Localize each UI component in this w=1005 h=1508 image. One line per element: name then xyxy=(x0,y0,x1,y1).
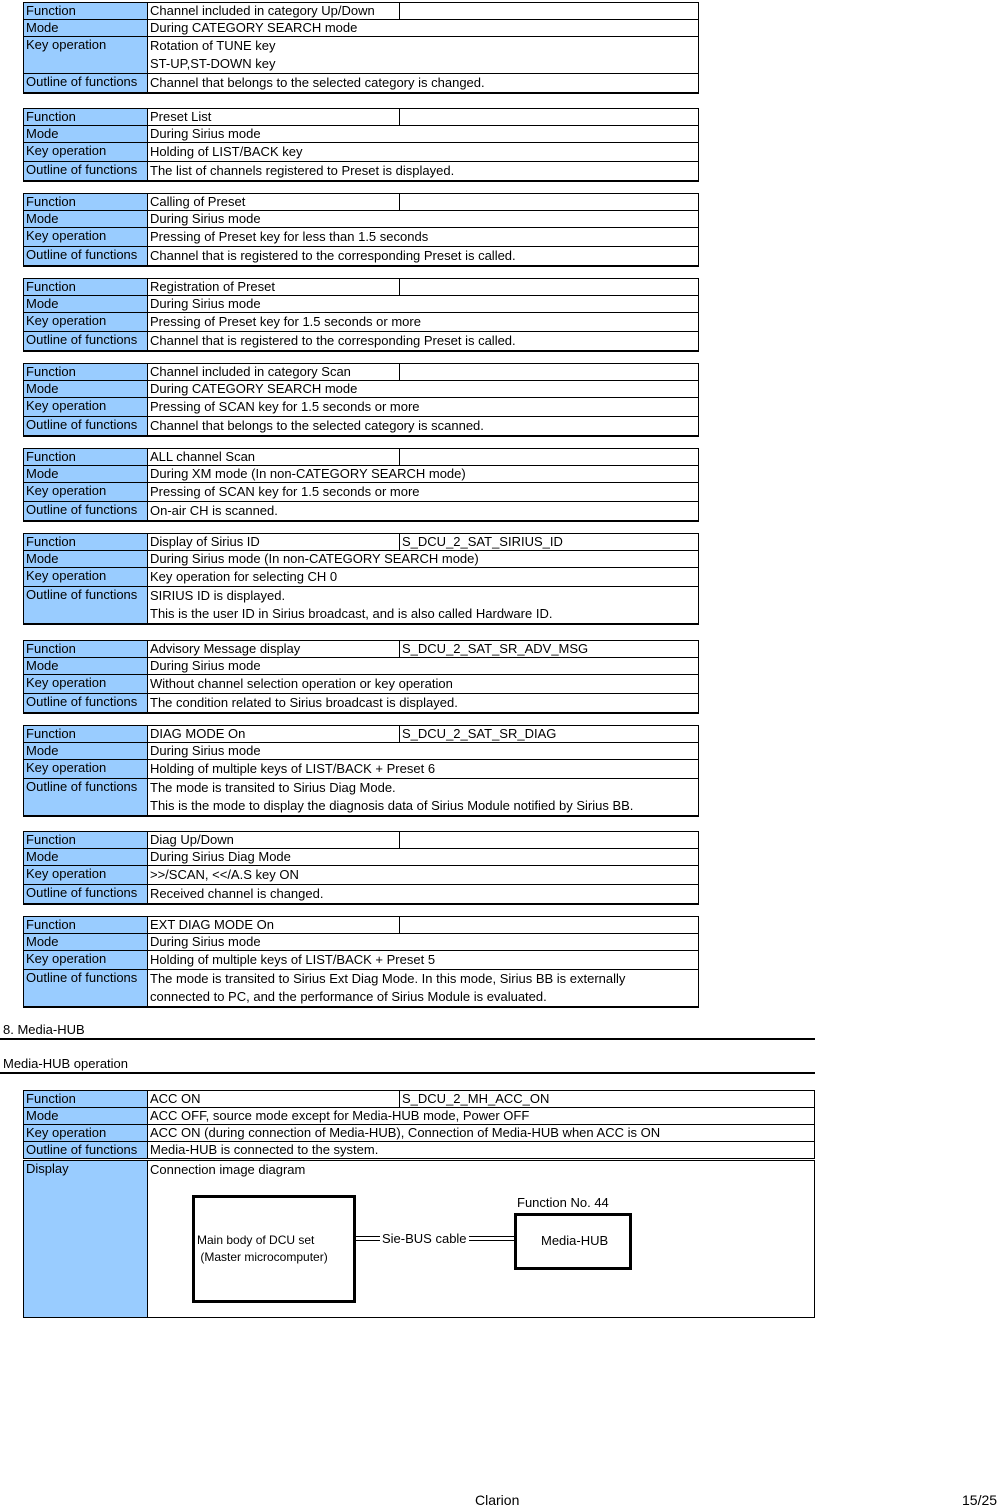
display-label: Display xyxy=(24,1160,148,1318)
function-code: S_DCU_2_MH_ACC_ON xyxy=(400,1091,815,1108)
outline-line: This is the user ID in Sirius broadcast, and is also called Hardware ID. xyxy=(150,606,553,621)
function-spec-table xyxy=(23,533,699,625)
mode-value: During CATEGORY SEARCH mode xyxy=(148,381,699,398)
key-operation-label: Key operation xyxy=(24,951,148,970)
key-operation-line: Pressing of Preset key for less than 1.5 seconds xyxy=(150,229,429,244)
key-operation-label: Key operation xyxy=(24,866,148,885)
outline-label: Outline of functions xyxy=(24,417,148,437)
outline-line: The mode is transited to Sirius Ext Diag Mode. In this mode, Sirius BB is externally xyxy=(150,971,626,986)
key-operation-label: Key operation xyxy=(24,568,148,587)
key-operation-line: >>/SCAN, <</A.S key ON xyxy=(150,867,299,882)
key-operation-label: Key operation xyxy=(24,675,148,694)
outline-label: Outline of functions xyxy=(24,332,148,352)
dcu-main-body-line2: (Master microcomputer) xyxy=(197,1250,328,1264)
function-value: Channel included in category Scan xyxy=(148,364,400,381)
key-operation-line: Pressing of Preset key for 1.5 seconds or more xyxy=(150,314,421,329)
mode-label: Mode xyxy=(24,551,148,568)
function-value: Channel included in category Up/Down xyxy=(148,3,400,20)
function-value: Calling of Preset xyxy=(148,194,400,211)
outline-value xyxy=(148,417,699,437)
function-spec-table xyxy=(23,108,699,182)
outline-line: The condition related to Sirius broadcast is displayed. xyxy=(150,695,458,710)
connection-diagram xyxy=(148,1161,814,1317)
key-operation-line: Holding of multiple keys of LIST/BACK + Preset 6 xyxy=(150,761,436,776)
function-label: Function xyxy=(24,1091,148,1108)
key-operation-value xyxy=(148,37,699,74)
function-spec-table xyxy=(23,916,699,1008)
function-label: Function xyxy=(24,641,148,658)
key-operation-line: Holding of multiple keys of LIST/BACK + Preset 5 xyxy=(150,952,436,967)
outline-value xyxy=(148,970,699,1008)
mode-label: Mode xyxy=(24,20,148,37)
key-operation-label: Key operation xyxy=(24,313,148,332)
function-code xyxy=(400,449,699,466)
function-label: Function xyxy=(24,279,148,296)
function-code xyxy=(400,194,699,211)
outline-line: On-air CH is scanned. xyxy=(150,503,278,518)
function-label: Function xyxy=(24,534,148,551)
subsection-rule xyxy=(0,1072,815,1074)
outline-label: Outline of functions xyxy=(24,587,148,625)
function-spec-table xyxy=(23,2,699,94)
mode-label: Mode xyxy=(24,1108,148,1125)
function-code xyxy=(400,279,699,296)
key-operation-value: ACC ON (during connection of Media-HUB), Connection of Media-HUB when ACC is ON xyxy=(148,1125,815,1142)
mode-value: During XM mode (In non-CATEGORY SEARCH mode) xyxy=(148,466,699,483)
mode-label: Mode xyxy=(24,296,148,313)
outline-value xyxy=(148,332,699,352)
display-cell xyxy=(148,1160,815,1318)
outline-label: Outline of functions xyxy=(24,247,148,267)
function-value: Registration of Preset xyxy=(148,279,400,296)
function-code xyxy=(400,832,699,849)
mode-label: Mode xyxy=(24,466,148,483)
function-code xyxy=(400,109,699,126)
outline-label: Outline of functions xyxy=(24,162,148,182)
outline-label: Outline of functions xyxy=(24,885,148,905)
key-operation-line: ST-UP,ST-DOWN key xyxy=(150,56,276,71)
key-operation-line: Holding of LIST/BACK key xyxy=(150,144,303,159)
key-operation-label: Key operation xyxy=(24,760,148,779)
key-operation-line: Without channel selection operation or key operation xyxy=(150,676,453,691)
mode-value: During Sirius mode xyxy=(148,658,699,675)
media-hub-label: Media-HUB xyxy=(541,1233,609,1248)
key-operation-value xyxy=(148,760,699,779)
key-operation-value xyxy=(148,568,699,587)
section-heading: 8. Media-HUB xyxy=(3,1022,85,1037)
key-operation-label: Key operation xyxy=(24,483,148,502)
outline-value xyxy=(148,779,699,817)
function-label: Function xyxy=(24,832,148,849)
outline-value xyxy=(148,694,699,714)
function-spec-table xyxy=(23,725,699,817)
section-rule xyxy=(0,1038,815,1040)
function-spec-table xyxy=(23,278,699,352)
mode-value: During Sirius mode (In non-CATEGORY SEARCH mode) xyxy=(148,551,699,568)
function-value: Advisory Message display xyxy=(148,641,400,658)
function-spec-table xyxy=(23,640,699,714)
dcu-main-body-label xyxy=(197,1232,328,1266)
function-label: Function xyxy=(24,917,148,934)
key-operation-label: Key operation xyxy=(24,143,148,162)
outline-value xyxy=(148,502,699,522)
key-operation-label: Key operation xyxy=(24,1125,148,1142)
footer-company: Clarion xyxy=(475,1492,520,1508)
mode-label: Mode xyxy=(24,126,148,143)
function-label: Function xyxy=(24,194,148,211)
outline-line: connected to PC, and the performance of Sirius Module is evaluated. xyxy=(150,989,547,1004)
dcu-main-body-box xyxy=(192,1195,356,1303)
outline-line: The mode is transited to Sirius Diag Mode. xyxy=(150,780,396,795)
diagram-title: Connection image diagram xyxy=(150,1162,306,1177)
mode-value: During Sirius mode xyxy=(148,211,699,228)
function-number: Function No. 44 xyxy=(517,1195,609,1210)
function-value: ALL channel Scan xyxy=(148,449,400,466)
outline-line: This is the mode to display the diagnosis data of Sirius Module notified by Sirius BB. xyxy=(150,798,634,813)
mode-label: Mode xyxy=(24,658,148,675)
function-spec-table xyxy=(23,193,699,267)
media-hub-box xyxy=(514,1213,632,1270)
function-code xyxy=(400,917,699,934)
function-value: DIAG MODE On xyxy=(148,726,400,743)
key-operation-line: Pressing of SCAN key for 1.5 seconds or more xyxy=(150,399,420,414)
function-spec-table xyxy=(23,831,699,905)
function-label: Function xyxy=(24,449,148,466)
outline-line: Channel that is registered to the corresponding Preset is called. xyxy=(150,333,516,348)
subsection-heading: Media-HUB operation xyxy=(3,1056,129,1071)
key-operation-label: Key operation xyxy=(24,398,148,417)
mode-value: ACC OFF, source mode except for Media-HUB mode, Power OFF xyxy=(148,1108,815,1125)
outline-label: Outline of functions xyxy=(24,74,148,94)
outline-value xyxy=(148,162,699,182)
function-code xyxy=(400,364,699,381)
key-operation-value xyxy=(148,866,699,885)
mode-label: Mode xyxy=(24,211,148,228)
outline-label: Outline of functions xyxy=(24,1142,148,1160)
outline-label: Outline of functions xyxy=(24,694,148,714)
mode-value: During Sirius mode xyxy=(148,934,699,951)
function-value: ACC ON xyxy=(148,1091,400,1108)
dcu-main-body-line1: Main body of DCU set xyxy=(197,1233,315,1247)
outline-value xyxy=(148,587,699,625)
key-operation-value xyxy=(148,483,699,502)
key-operation-line: Rotation of TUNE key xyxy=(150,38,276,53)
mode-value: During Sirius mode xyxy=(148,126,699,143)
outline-line: Received channel is changed. xyxy=(150,886,324,901)
mode-value: During Sirius Diag Mode xyxy=(148,849,699,866)
outline-value xyxy=(148,74,699,94)
outline-line: Channel that belongs to the selected category is scanned. xyxy=(150,418,484,433)
key-operation-value xyxy=(148,228,699,247)
key-operation-label: Key operation xyxy=(24,228,148,247)
mode-label: Mode xyxy=(24,743,148,760)
mode-label: Mode xyxy=(24,849,148,866)
function-code: S_DCU_2_SAT_SR_ADV_MSG xyxy=(400,641,699,658)
sie-bus-cable-label: Sie-BUS cable xyxy=(382,1231,467,1246)
mode-value: During Sirius mode xyxy=(148,296,699,313)
outline-label: Outline of functions xyxy=(24,779,148,817)
function-label: Function xyxy=(24,3,148,20)
outline-line: Channel that is registered to the corresponding Preset is called. xyxy=(150,248,516,263)
outline-line: SIRIUS ID is displayed. xyxy=(150,588,286,603)
mediahub-spec-table xyxy=(23,1090,815,1318)
key-operation-value xyxy=(148,313,699,332)
outline-line: The list of channels registered to Preset is displayed. xyxy=(150,163,455,178)
mode-label: Mode xyxy=(24,381,148,398)
function-code: S_DCU_2_SAT_SIRIUS_ID xyxy=(400,534,699,551)
mode-value: During CATEGORY SEARCH mode xyxy=(148,20,699,37)
function-code: S_DCU_2_SAT_SR_DIAG xyxy=(400,726,699,743)
footer-page-number: 15/25 xyxy=(962,1492,998,1508)
function-label: Function xyxy=(24,109,148,126)
key-operation-value xyxy=(148,398,699,417)
outline-value xyxy=(148,885,699,905)
key-operation-line: Key operation for selecting CH 0 xyxy=(150,569,338,584)
outline-label: Outline of functions xyxy=(24,502,148,522)
key-operation-value xyxy=(148,951,699,970)
function-label: Function xyxy=(24,726,148,743)
outline-value xyxy=(148,247,699,267)
key-operation-value xyxy=(148,675,699,694)
function-spec-table xyxy=(23,363,699,437)
function-value: Display of Sirius ID xyxy=(148,534,400,551)
outline-line: Channel that belongs to the selected category is changed. xyxy=(150,75,485,90)
function-spec-table xyxy=(23,448,699,522)
function-label: Function xyxy=(24,364,148,381)
outline-value: Media-HUB is connected to the system. xyxy=(148,1142,815,1160)
function-value: Diag Up/Down xyxy=(148,832,400,849)
mode-label: Mode xyxy=(24,934,148,951)
function-code xyxy=(400,3,699,20)
mode-value: During Sirius mode xyxy=(148,743,699,760)
function-value: EXT DIAG MODE On xyxy=(148,917,400,934)
key-operation-label: Key operation xyxy=(24,37,148,74)
key-operation-value xyxy=(148,143,699,162)
outline-label: Outline of functions xyxy=(24,970,148,1008)
key-operation-line: Pressing of SCAN key for 1.5 seconds or more xyxy=(150,484,420,499)
function-value: Preset List xyxy=(148,109,400,126)
